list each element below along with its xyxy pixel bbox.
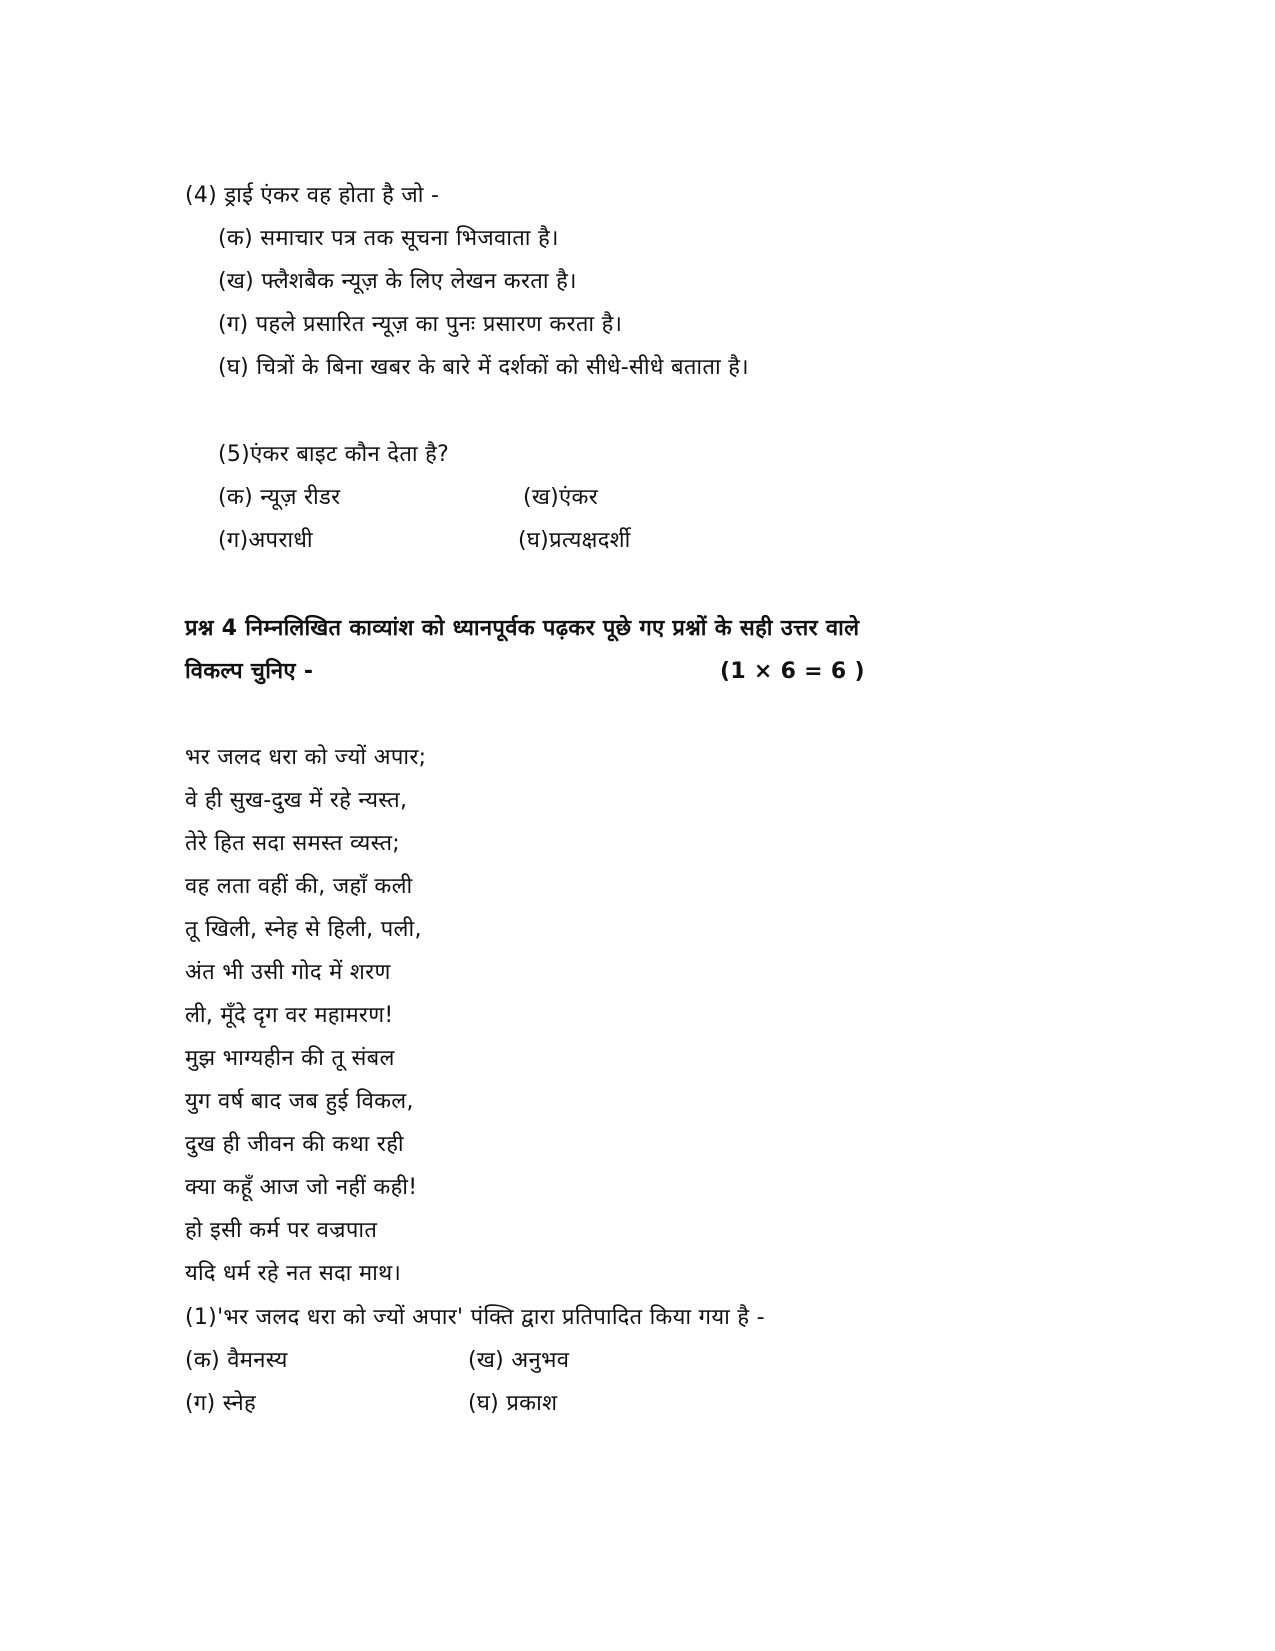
option-gha: (घ)प्रत्यक्षदर्शी (518, 528, 631, 553)
poem-line: तू खिली, स्नेह से हिली, पली, (185, 917, 422, 942)
question-4-heading-cont: विकल्प चुनिए - (185, 659, 314, 684)
poem-question-1: (1)'भर जलद धरा को ज्यों अपार' पंक्ति द्वारा प्रतिपादित किया गया है - (185, 1305, 765, 1330)
option-kha: (ख) फ्लैशबैक न्यूज़ के लिए लेखन करता है। (218, 269, 577, 294)
poem-line: वे ही सुख-दुख में रहे न्यस्त, (185, 788, 408, 813)
poem-line: दुख ही जीवन की कथा रही (185, 1132, 404, 1157)
option-gha: (घ) प्रकाश (468, 1391, 558, 1416)
question-4-4: (4) ड्राई एंकर वह होता है जो - (185, 183, 440, 208)
poem-line: भर जलद धरा को ज्यों अपार; (185, 745, 427, 770)
poem-line: तेरे हित सदा समस्त व्यस्त; (185, 831, 401, 856)
option-ka: (क) वैमनस्य (185, 1348, 288, 1373)
poem-line: युग वर्ष बाद जब हुई विकल, (185, 1089, 414, 1114)
option-ga: (ग) स्नेह (185, 1391, 256, 1416)
poem-line: मुझ भाग्यहीन की तू संबल (185, 1046, 395, 1071)
option-kha: (ख)एंकर (523, 485, 599, 510)
option-ka: (क) समाचार पत्र तक सूचना भिजवाता है। (218, 226, 559, 251)
option-ka: (क) न्यूज़ रीडर (218, 485, 341, 510)
poem-line: क्या कहूँ आज जो नहीं कही! (185, 1175, 418, 1200)
option-kha: (ख) अनुभव (468, 1348, 570, 1373)
marks-label: (1 × 6 = 6 ) (720, 659, 865, 684)
poem-line: हो इसी कर्म पर वज्रपात (185, 1218, 378, 1243)
poem-line: अंत भी उसी गोद में शरण (185, 960, 391, 985)
question-4-heading: प्रश्न 4 निम्नलिखित काव्यांश को ध्यानपूर्वक पढ़कर पूछे गए प्रश्नों के सही उत्तर वाले (185, 616, 860, 641)
poem-line: ली, मूँदे दृग वर महामरण! (185, 1003, 394, 1028)
question-4-5: (5)एंकर बाइट कौन देता है? (218, 442, 450, 467)
poem-line: वह लता वहीं की, जहाँ कली (185, 874, 413, 899)
option-ga: (ग)अपराधी (218, 528, 313, 553)
option-gha: (घ) चित्रों के बिना खबर के बारे में दर्शकों को सीधे-सीधे बताता है। (218, 355, 749, 380)
poem-line: यदि धर्म रहे नत सदा माथ। (185, 1261, 402, 1286)
option-ga: (ग) पहले प्रसारित न्यूज़ का पुनः प्रसारण करता है। (218, 312, 623, 337)
